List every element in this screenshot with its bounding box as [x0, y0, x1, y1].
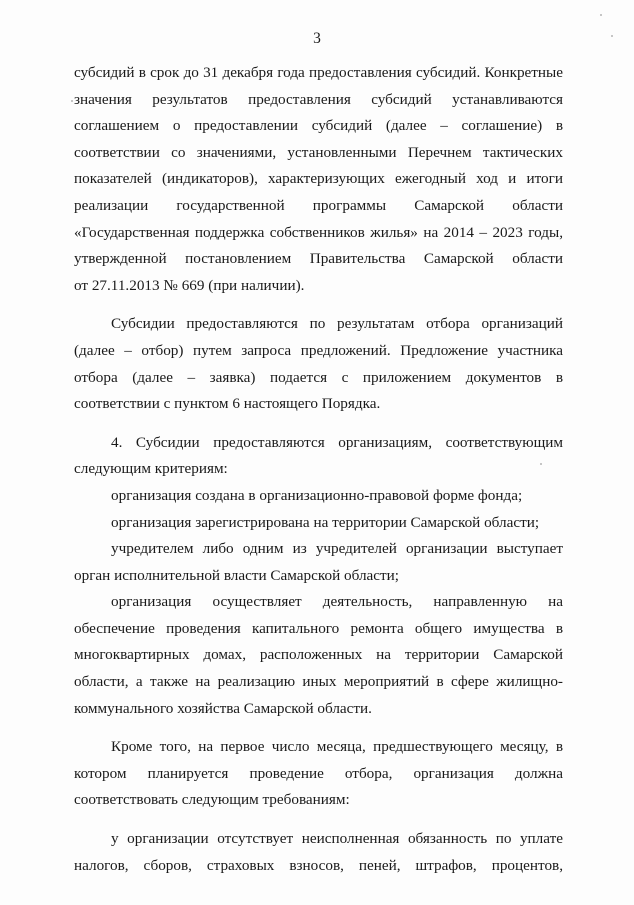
paragraph-criterion-registration	[74, 510, 563, 537]
text-line: соглашением о предоставлении субсидий (далее – соглашение) в	[74, 117, 563, 135]
text-line: организация зарегистрирована на территории Самарской области;	[111, 513, 540, 531]
paragraph-criterion-founder	[74, 536, 563, 589]
paragraph-criterion-fund-form	[74, 483, 563, 510]
paragraph-selection	[74, 311, 563, 417]
text-line: реализации государственной программы Самарской области	[74, 196, 563, 214]
text-line: утвержденной постановлением Правительства Самарской области	[74, 250, 563, 268]
text-line: от 27.11.2013 № 669 (при наличии).	[74, 276, 305, 294]
text-line: соответствовать следующим требованиям:	[74, 791, 350, 809]
text-line: учредителем либо одним из учредителей организации выступает	[111, 540, 563, 558]
text-line: значения результатов предоставления субсидий устанавливаются	[74, 90, 563, 108]
paragraph-tax-obligation	[74, 826, 563, 879]
text-line: области, а также на реализацию иных мероприятий в сфере жилищно-	[74, 673, 563, 691]
text-line: следующим критериям:	[74, 460, 228, 478]
text-line: субсидий в срок до 31 декабря года предоставления субсидий. Конкретные	[74, 64, 563, 81]
text-line: обеспечение проведения капитального ремонта общего имущества в	[74, 619, 563, 637]
text-line: налогов, сборов, страховых взносов, пеней, штрафов, процентов,	[74, 856, 563, 874]
paragraph-criterion-activity	[74, 589, 563, 722]
scan-speck	[600, 14, 602, 16]
text-line: соответствии со значениями, установленными Перечнем тактических	[74, 143, 563, 161]
text-line: показателей (индикаторов), характеризующих ежегодный ход и итоги	[74, 170, 563, 188]
text-line: соответствии с пунктом 6 настоящего Порядка.	[74, 395, 381, 413]
text-line: котором планируется проведение отбора, организация должна	[74, 764, 563, 782]
text-line: Кроме того, на первое число месяца, предшествующего месяцу, в	[111, 738, 563, 756]
page-number: 3	[313, 30, 321, 47]
text-line: у организации отсутствует неисполненная обязанность по уплате	[111, 830, 563, 848]
text-line: (далее – отбор) путем запроса предложений. Предложение участника	[74, 341, 563, 359]
paragraph-subsidy-results	[74, 60, 563, 299]
paragraph-criteria-intro	[74, 430, 563, 483]
text-line: 4. Субсидии предоставляются организациям, соответствующим	[111, 433, 563, 451]
scan-speck	[71, 100, 73, 102]
text-line: Субсидии предоставляются по результатам отбора организаций	[111, 315, 563, 333]
text-line: «Государственная поддержка собственников жилья» на 2014 – 2023 годы,	[74, 223, 563, 241]
document-body	[74, 60, 563, 879]
text-line: отбора (далее – заявка) подается с приложением документов в	[74, 368, 563, 386]
text-line: многоквартирных домах, расположенных на территории Самарской	[74, 646, 563, 664]
scan-speck	[540, 463, 542, 465]
text-line: организация создана в организационно-правовой форме фонда;	[111, 486, 523, 504]
text-line: орган исполнительной власти Самарской области;	[74, 566, 399, 584]
text-line: организация осуществляет деятельность, направленную на	[111, 593, 563, 611]
text-line: коммунального хозяйства Самарской области.	[74, 699, 372, 717]
paragraph-additional-requirements	[74, 734, 563, 814]
scan-speck	[611, 35, 613, 37]
